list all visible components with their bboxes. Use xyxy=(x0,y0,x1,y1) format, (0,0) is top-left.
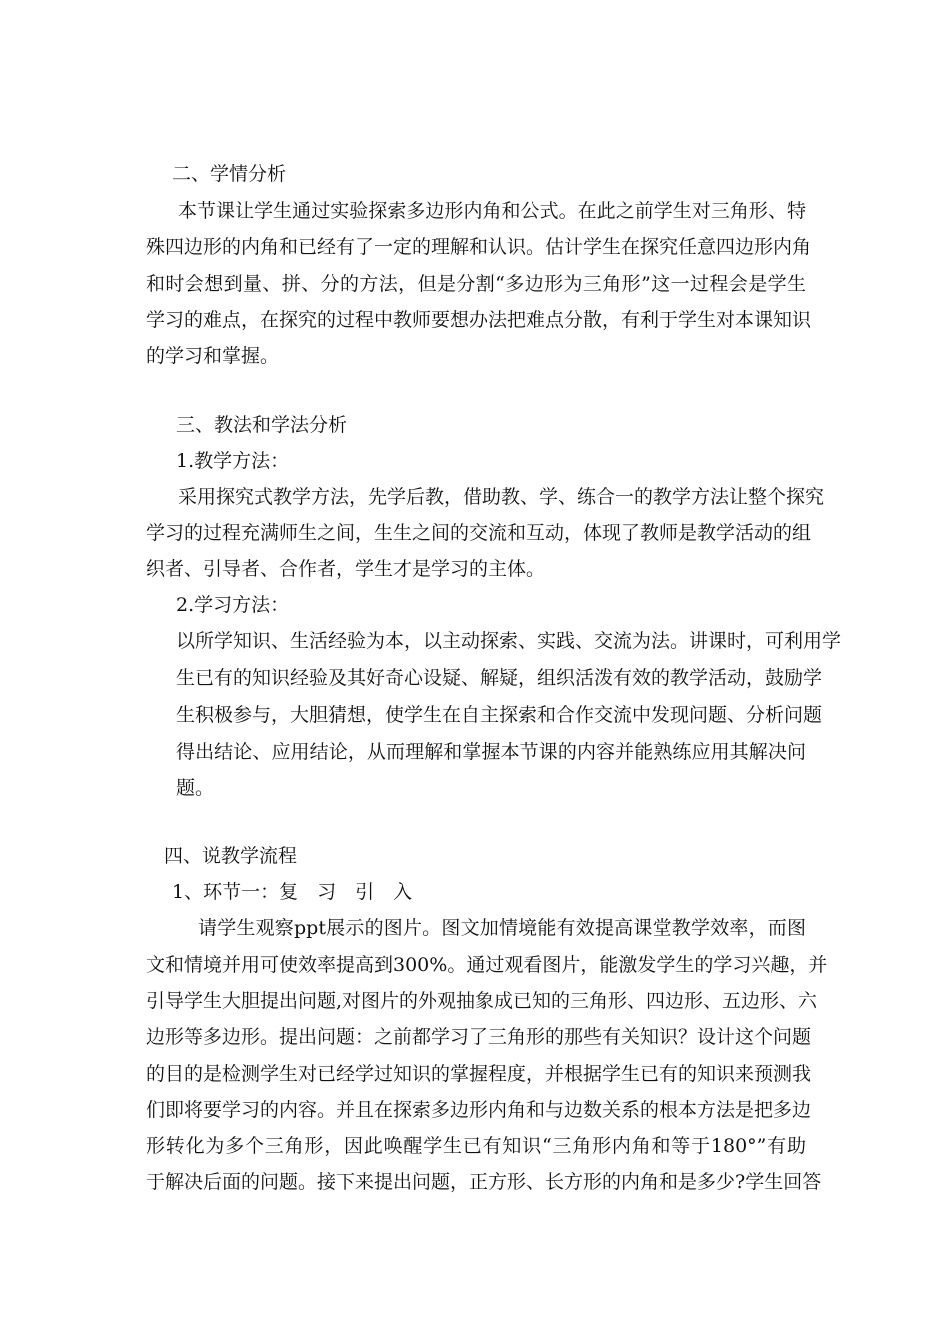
section-2-line-1: 本节课让学生通过实验探索多边形内角和公式。在此之前学生对三角形、特 xyxy=(178,200,806,222)
teaching-method-line-3: 织者、引导者、合作者，学生才是学习的主体。 xyxy=(146,558,546,580)
section-2-line-4: 学习的难点，在探究的过程中教师要想办法把难点分散，有利于学生对本课知识 xyxy=(146,309,812,331)
stage-1-line-3: 引导学生大胆提出问题,对图片的外观抽象成已知的三角形、四边形、五边形、六 xyxy=(146,990,818,1012)
section-2-line-5: 的学习和掌握。 xyxy=(146,345,280,367)
learning-method-line-4: 得出结论、应用结论，从而理解和掌握本节课的内容并能熟练应用其解决问 xyxy=(176,741,806,763)
section-4-heading: 四、说教学流程 xyxy=(164,845,298,867)
teaching-method-line-1: 采用探究式教学方法，先学后教，借助教、学、练合一的教学方法让整个探究 xyxy=(178,486,825,508)
section-2-line-3: 和时会想到量、拼、分的方法，但是分割“多边形为三角形”这一过程会是学生 xyxy=(146,273,806,295)
section-2-heading: 二、学情分析 xyxy=(172,163,287,185)
stage-1-line-7: 形转化为多个三角形，因此唤醒学生已有知识“三角形内角和等于180°”有助 xyxy=(146,1135,806,1157)
learning-method-line-5: 题。 xyxy=(176,777,215,799)
section-3-heading: 三、教法和学法分析 xyxy=(176,414,348,436)
stage-1-heading: 1、环节一：复 习 引 入 xyxy=(172,881,413,903)
teaching-method-line-2: 学习的过程充满师生之间，生生之间的交流和互动，体现了教师是教学活动的组 xyxy=(146,522,812,544)
stage-1-line-2: 文和情境并用可使效率提高到300%。通过观看图片，能激发学生的学习兴趣，并 xyxy=(146,954,828,976)
stage-1-line-6: 们即将要学习的内容。并且在探索多边形内角和与边数关系的根本方法是把多边 xyxy=(146,1099,812,1121)
stage-1-line-5: 的目的是检测学生对已经学过知识的掌握程度，并根据学生已有的知识来预测我 xyxy=(146,1063,812,1085)
stage-1-line-8: 于解决后面的问题。接下来提出问题，正方形、长方形的内角和是多少?学生回答 xyxy=(146,1171,822,1193)
stage-1-line-4: 边形等多边形。提出问题：之前都学习了三角形的那些有关知识？设计这个问题 xyxy=(146,1026,812,1048)
learning-method-heading: 2.学习方法： xyxy=(176,594,290,616)
section-2-line-2: 殊四边形的内角和已经有了一定的理解和认识。估计学生在探究任意四边形内角 xyxy=(146,236,812,258)
learning-method-line-1: 以所学知识、生活经验为本，以主动探索、实践、交流为法。讲课时，可利用学 xyxy=(176,630,842,652)
stage-1-line-1: 请学生观察ppt展示的图片。图文加情境能有效提高课堂教学效率，而图 xyxy=(198,917,806,939)
learning-method-line-3: 生积极参与，大胆猜想，使学生在自主探索和合作交流中发现问题、分析问题 xyxy=(176,704,823,726)
teaching-method-heading: 1.教学方法： xyxy=(176,450,290,472)
learning-method-line-2: 生已有的知识经验及其好奇心设疑、解疑，组织活泼有效的教学活动，鼓励学 xyxy=(176,667,823,689)
